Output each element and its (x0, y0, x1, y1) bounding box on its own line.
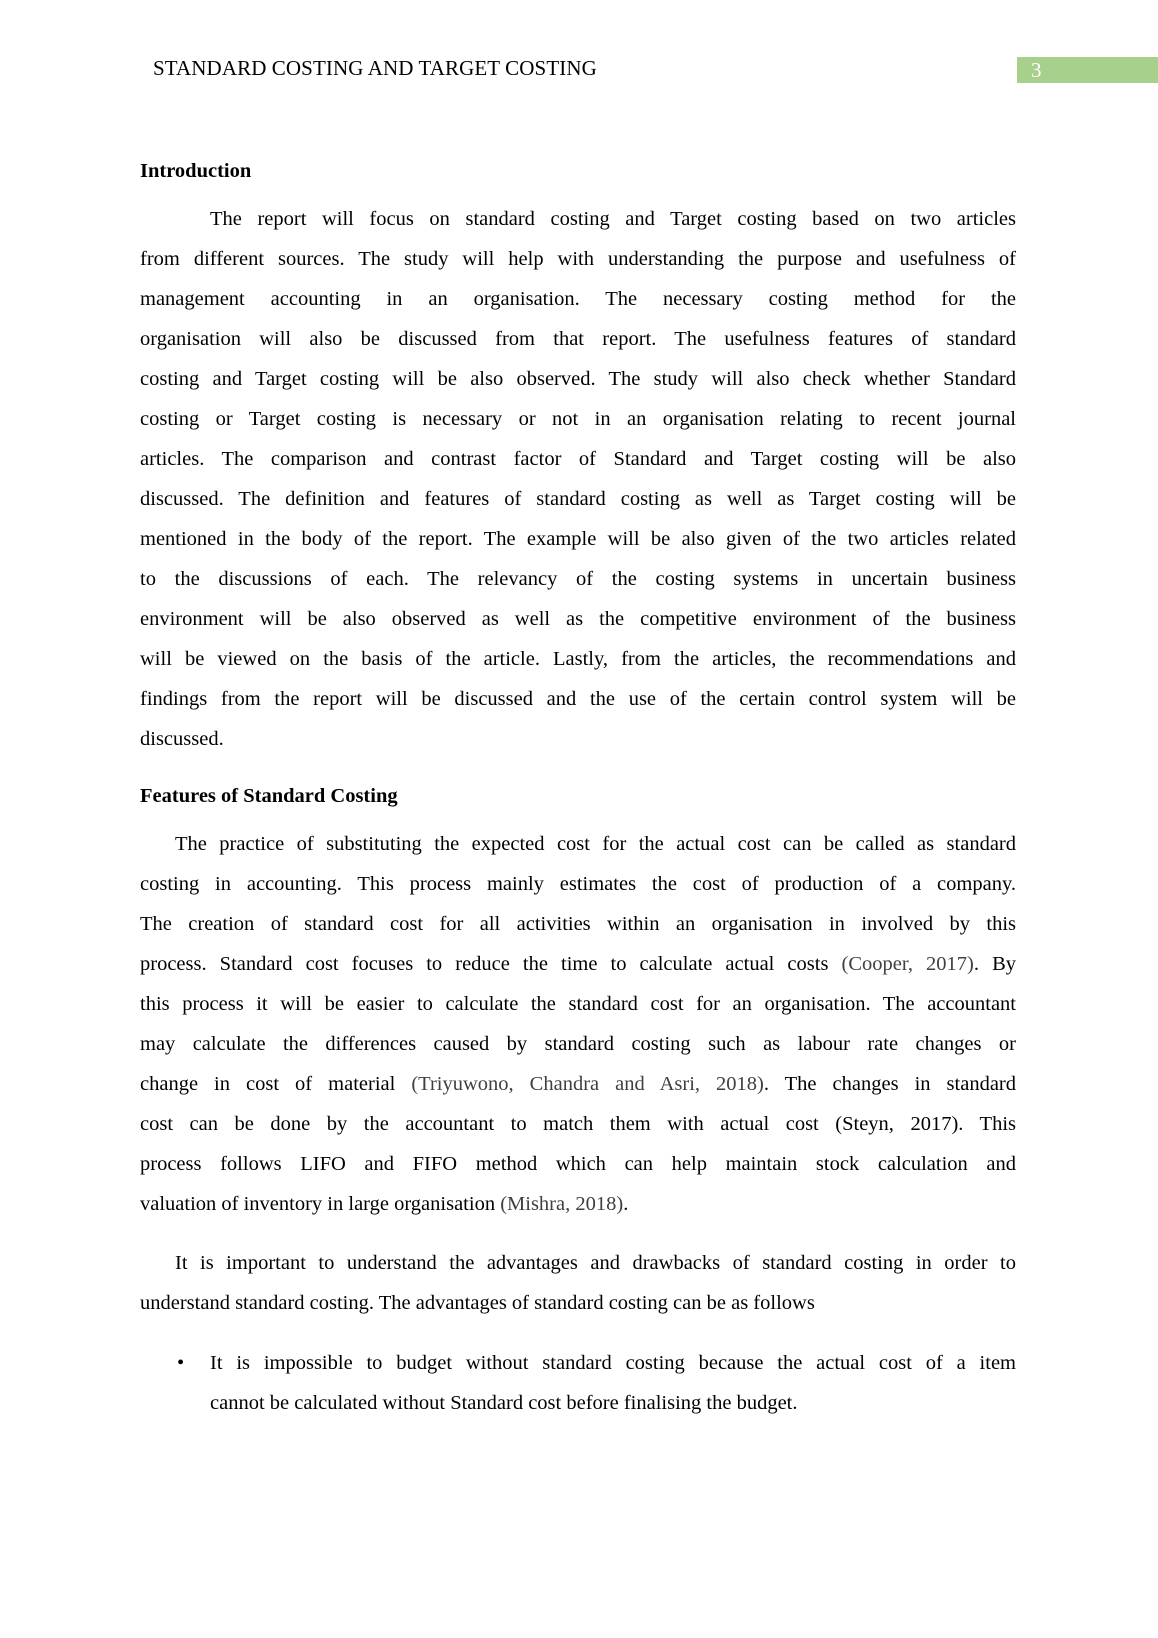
page-number: 3 (1031, 58, 1042, 82)
text-line: articles. The comparison and contrast factor of Standard and Target costing will be also (140, 448, 1016, 470)
text-line: process. Standard cost focuses to reduce the time to calculate actual costs (Cooper, 2017). By (140, 953, 1016, 975)
bullet-icon: • (177, 1352, 185, 1374)
text-line: mentioned in the body of the report. The example will be also given of the two articles related (140, 528, 1016, 550)
text-line: this process it will be easier to calculate the standard cost for an organisation. The accountant (140, 993, 1016, 1015)
text-line: costing or Target costing is necessary or not in an organisation relating to recent journal (140, 408, 1016, 430)
text-line: change in cost of material (Triyuwono, Chandra and Asri, 2018). The changes in standard (140, 1073, 1016, 1095)
text-line: to the discussions of each. The relevancy of the costing systems in uncertain business (140, 568, 1016, 590)
page-number-box (1017, 57, 1158, 83)
list-item-text (210, 1343, 1016, 1423)
text-line: costing and Target costing will be also observed. The study will also check whether Standard (140, 368, 1016, 390)
text-line: The report will focus on standard costing and Target costing based on two articles (210, 208, 1016, 230)
text-line: organisation will also be discussed from that report. The usefulness features of standard (140, 328, 1016, 350)
intro-paragraph (140, 199, 1016, 759)
running-header-title: STANDARD COSTING AND TARGET COSTING (153, 56, 597, 80)
citation: (Mishra, 2018) (500, 1193, 624, 1215)
features-paragraph (140, 824, 1016, 1224)
text-line: understand standard costing. The advantages of standard costing can be as follows (140, 1292, 815, 1314)
advantages-intro-paragraph (140, 1243, 1016, 1323)
text-line: costing in accounting. This process mainly estimates the cost of production of a company. (140, 873, 1016, 895)
text-line: from different sources. The study will help with understanding the purpose and usefulness of (140, 248, 1016, 270)
text-line: will be viewed on the basis of the article. Lastly, from the articles, the recommendations and (140, 648, 1016, 670)
text-line: discussed. The definition and features of standard costing as well as Target costing will be (140, 488, 1016, 510)
text-line: findings from the report will be discussed and the use of the certain control system will be (140, 688, 1016, 710)
text-line: management accounting in an organisation. The necessary costing method for the (140, 288, 1016, 310)
text-line: may calculate the differences caused by standard costing such as labour rate changes or (140, 1033, 1016, 1055)
citation: (Cooper, 2017) (841, 953, 974, 975)
text-line: discussed. (140, 728, 224, 750)
citation: (Triyuwono, Chandra and Asri, 2018) (411, 1073, 764, 1095)
text-line: environment will be also observed as well as the competitive environment of the business (140, 608, 1016, 630)
text-line: It is impossible to budget without standard costing because the actual cost of a item (210, 1352, 1016, 1374)
text-line: The creation of standard cost for all activities within an organisation in involved by this (140, 913, 1016, 935)
text-line: cannot be calculated without Standard cost before finalising the budget. (210, 1392, 798, 1414)
text-line: cost can be done by the accountant to match them with actual cost (Steyn, 2017). This (140, 1113, 1016, 1135)
section-heading-features: Features of Standard Costing (140, 785, 398, 807)
text-line: It is important to understand the advantages and drawbacks of standard costing in order to (175, 1252, 1016, 1274)
text-line: valuation of inventory in large organisation (Mishra, 2018). (140, 1193, 629, 1215)
text-line: process follows LIFO and FIFO method which can help maintain stock calculation and (140, 1153, 1016, 1175)
text-line: The practice of substituting the expected cost for the actual cost can be called as standard (175, 833, 1016, 855)
section-heading-introduction: Introduction (140, 160, 252, 182)
